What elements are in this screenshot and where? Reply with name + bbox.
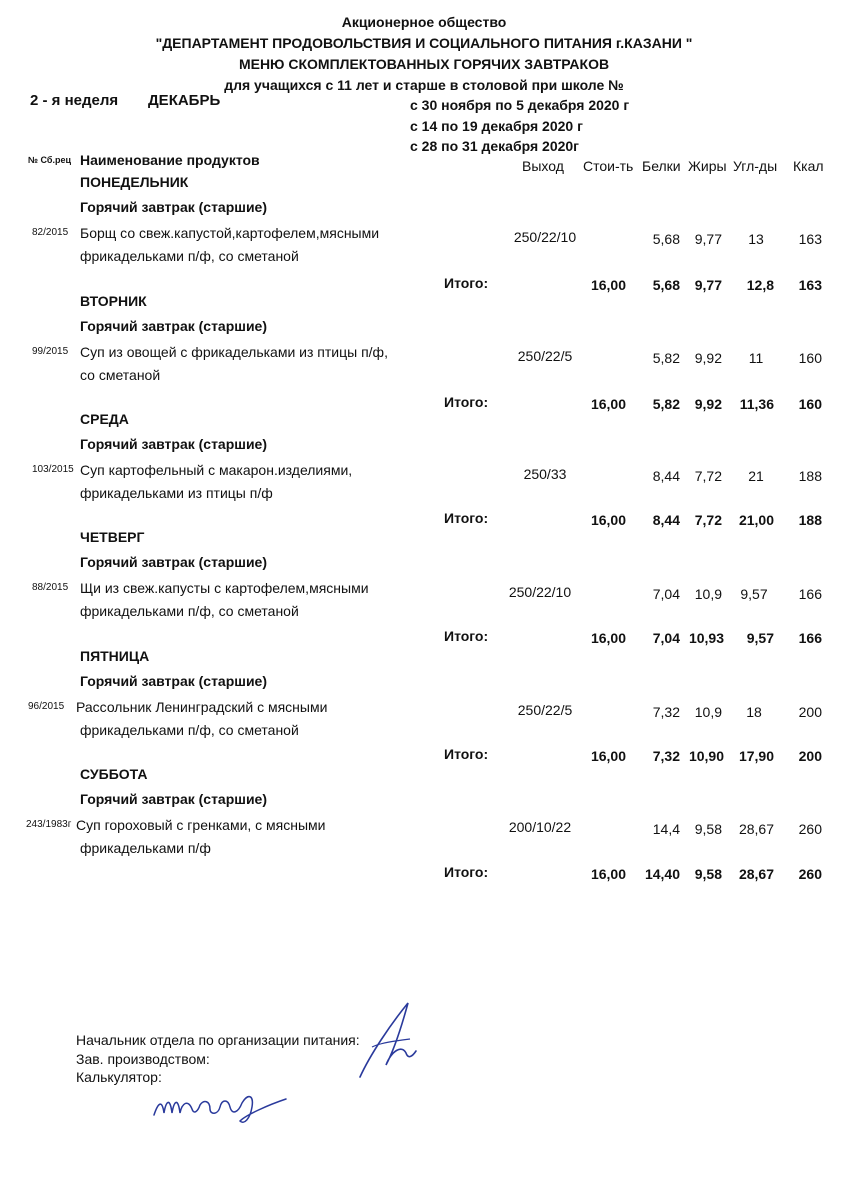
total-fat: 10,93 [688,630,724,646]
dish-fat: 9,92 [694,350,722,366]
total-label: Итого: [444,746,489,762]
org-type: Акционерное общество [341,14,507,30]
total-carbs: 17,90 [738,748,774,764]
recipe-code: 99/2015 [32,346,69,357]
total-label: Итого: [444,864,489,880]
signature-calculator-mark [148,1085,298,1130]
total-label: Итого: [444,275,489,291]
dish-name-line2: фрикадельками п/ф, со сметаной [80,248,299,264]
dish-output: 200/10/22 [508,819,572,835]
total-kcal: 160 [798,396,822,412]
dish-output: 250/22/5 [517,702,573,718]
total-kcal: 188 [798,512,822,528]
dish-carbs: 28,67 [738,821,774,837]
total-fat: 9,77 [694,277,722,293]
total-label: Итого: [444,394,489,410]
day-title: СУББОТА [80,766,148,782]
day-title: ПОНЕДЕЛЬНИК [80,174,189,190]
dish-protein: 8,44 [652,468,680,484]
total-kcal: 260 [798,866,822,882]
dish-fat: 9,58 [694,821,722,837]
meal-type: Горячий завтрак (старшие) [80,318,267,334]
recipe-code: 103/2015 [32,464,74,475]
total-carbs: 28,67 [738,866,774,882]
dish-name-line1: Щи из свеж.капусты с картофелем,мясными [80,580,369,596]
total-protein: 7,32 [652,748,680,764]
total-carbs: 9,57 [746,630,774,646]
menu-title: МЕНЮ СКОМПЛЕКТОВАННЫХ ГОРЯЧИХ ЗАВТРАКОВ [238,56,610,72]
signature-production-label: Зав. производством: [76,1051,210,1067]
col-fat: Жиры [688,158,727,174]
total-cost: 16,00 [590,277,626,293]
meal-type: Горячий завтрак (старшие) [80,199,267,215]
dish-name-line2: фрикадельками п/ф, со сметаной [80,603,299,619]
dish-kcal: 188 [798,468,822,484]
day-title: ПЯТНИЦА [80,648,150,664]
meal-type: Горячий завтрак (старшие) [80,673,267,689]
dish-name-line1: Суп из овощей с фрикадельками из птицы п/ф, [80,344,388,360]
total-kcal: 166 [798,630,822,646]
dish-kcal: 160 [798,350,822,366]
total-protein: 5,82 [652,396,680,412]
total-kcal: 163 [798,277,822,293]
col-output: Выход [522,158,564,174]
total-cost: 16,00 [590,512,626,528]
dish-output: 250/22/5 [517,348,573,364]
total-protein: 5,68 [652,277,680,293]
total-label: Итого: [444,510,489,526]
dish-fat: 9,77 [694,231,722,247]
total-carbs: 12,8 [746,277,774,293]
dish-name-line1: Борщ со свеж.капустой,картофелем,мясными [80,225,380,241]
dish-name-line2: фрикадельками п/ф, со сметаной [80,722,299,738]
dish-fat: 10,9 [694,586,722,602]
dish-name-line2: фрикадельками из птицы п/ф [80,485,273,501]
signature-calculator-label: Калькулятор: [76,1069,162,1085]
dish-output: 250/22/10 [513,229,577,245]
dish-carbs: 18 [746,704,762,720]
dish-output: 250/22/10 [508,584,572,600]
dish-fat: 7,72 [694,468,722,484]
total-cost: 16,00 [590,748,626,764]
dish-protein: 14,4 [652,821,680,837]
total-cost: 16,00 [590,866,626,882]
date-range-2: с 14 по 19 декабря 2020 г [410,118,583,134]
dish-kcal: 200 [798,704,822,720]
signature-head-label: Начальник отдела по организации питания: [76,1032,360,1048]
total-cost: 16,00 [590,396,626,412]
dish-name-line1: Суп картофельный с макарон.изделиями, [80,462,353,478]
total-fat: 10,90 [688,748,724,764]
date-range-1: с 30 ноября по 5 декабря 2020 г [410,97,630,113]
day-title: СРЕДА [80,411,129,427]
dish-name-line1: Суп гороховый с гренками, с мясными [76,817,326,833]
total-fat: 9,92 [694,396,722,412]
total-protein: 14,40 [644,866,680,882]
total-carbs: 21,00 [738,512,774,528]
col-cost: Стои-ть [583,158,634,174]
signature-head-mark [350,995,430,1085]
total-protein: 7,04 [652,630,680,646]
total-protein: 8,44 [652,512,680,528]
dish-carbs: 21 [748,468,764,484]
dish-carbs: 11 [748,350,764,366]
dish-carbs: 9,57 [740,586,768,602]
total-kcal: 200 [798,748,822,764]
total-cost: 16,00 [590,630,626,646]
date-range-3: с 28 по 31 декабря 2020г [410,138,580,154]
dish-kcal: 260 [798,821,822,837]
col-protein: Белки [642,158,681,174]
dish-kcal: 166 [798,586,822,602]
dish-protein: 7,04 [652,586,680,602]
dish-protein: 5,82 [652,350,680,366]
month-label: ДЕКАБРЬ [148,92,221,109]
dish-kcal: 163 [798,231,822,247]
recipe-code: 88/2015 [32,582,69,593]
day-title: ЧЕТВЕРГ [80,529,145,545]
dish-name-line2: со сметаной [80,367,161,383]
col-kcal: Ккал [793,158,824,174]
recipe-code: 243/1983г [26,819,72,830]
dish-carbs: 13 [748,231,764,247]
col-name: Наименование продуктов [80,152,260,168]
menu-subtitle: для учащихся с 11 лет и старше в столовой при школе № [224,77,624,93]
dish-protein: 5,68 [652,231,680,247]
recipe-code: 82/2015 [32,227,69,238]
recipe-code: 96/2015 [28,701,65,712]
dish-protein: 7,32 [652,704,680,720]
meal-type: Горячий завтрак (старшие) [80,436,267,452]
day-title: ВТОРНИК [80,293,147,309]
meal-type: Горячий завтрак (старшие) [80,554,267,570]
total-fat: 9,58 [694,866,722,882]
dish-name-line1: Рассольник Ленинградский с мясными [76,699,328,715]
dish-output: 250/33 [523,466,567,482]
org-name: "ДЕПАРТАМЕНТ ПРОДОВОЛЬСТВИЯ И СОЦИАЛЬНОГО ПИТАНИЯ г.КАЗАНИ " [155,35,693,51]
week-label: 2 - я неделя [30,92,119,109]
dish-fat: 10,9 [694,704,722,720]
total-label: Итого: [444,628,489,644]
meal-type: Горячий завтрак (старшие) [80,791,267,807]
total-fat: 7,72 [694,512,722,528]
total-carbs: 11,36 [739,396,774,412]
col-code: № Сб.рец [28,155,72,165]
dish-name-line2: фрикадельками п/ф [80,840,211,856]
col-carbs: Угл-ды [733,158,778,174]
